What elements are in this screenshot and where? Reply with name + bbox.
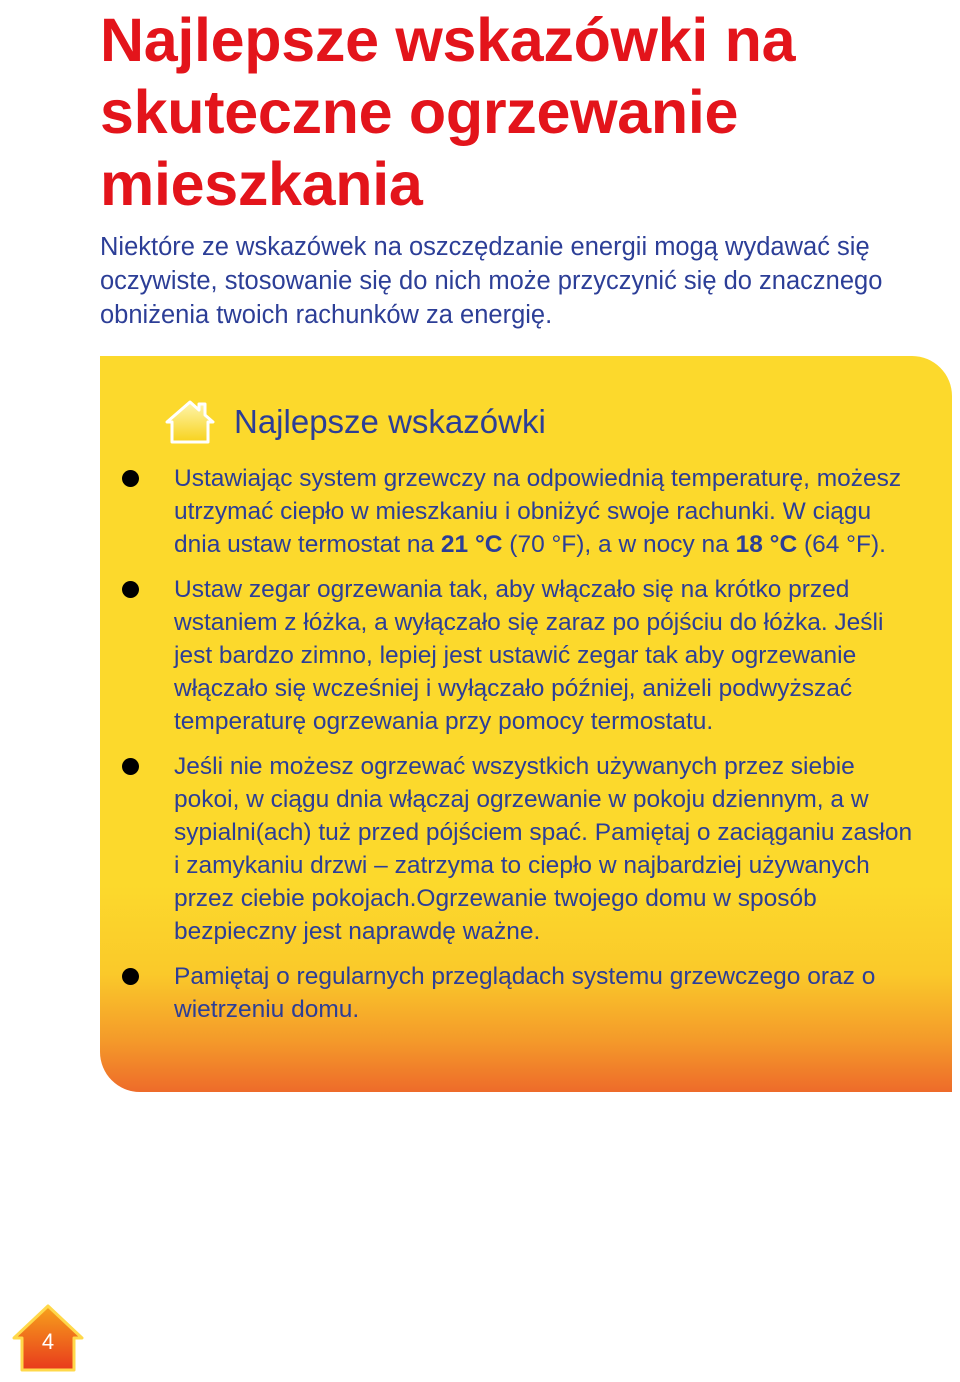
bullet-icon bbox=[122, 968, 139, 985]
tip-text: Ustawiając system grzewczy na odpowiednią temperaturę, możesz utrzymać ciepło w mieszkaniu i obniżyć swoje rachunki. W ciągu dnia ustaw termostat na bbox=[174, 465, 902, 558]
tip-item-thermostat bbox=[100, 462, 952, 561]
tip-text: (64 °F). bbox=[797, 531, 886, 558]
page-number: 4 bbox=[41, 1329, 55, 1354]
tip-item-rooms bbox=[100, 750, 952, 948]
intro-paragraph: Niektóre ze wskazówek na oszczędzanie energii mogą wydawać się oczywiste, stosowanie się do nich może przyczynić się do znacznego obniżenia twoich rachunków za energię. bbox=[100, 233, 883, 329]
day-temperature: 21 °C bbox=[440, 531, 503, 558]
tip-text: (70 °F), a w nocy na bbox=[502, 531, 736, 558]
tips-panel-title: Najlepsze wskazówki bbox=[234, 403, 546, 440]
tips-list bbox=[100, 462, 952, 1038]
page-title: Najlepsze wskazówki na skuteczne ogrzewanie mieszkania bbox=[100, 6, 796, 218]
tip-item-timer bbox=[100, 573, 952, 738]
tip-item-maintenance bbox=[100, 960, 952, 1026]
tips-panel bbox=[100, 356, 952, 1092]
tip-text: Ustaw zegar ogrzewania tak, aby włączało się na krótko przed wstaniem z łóżka, a wyłączało się zaraz po pójściu do łóżka. Jeśli jest bardzo zimno, lepiej jest ustawić zegar tak aby ogrzewanie włączało się wcześniej i wyłączało później, aniżeli podwyższać temperaturę ogrzewania przy pomocy termostatu. bbox=[174, 576, 884, 735]
house-icon bbox=[164, 398, 216, 446]
tip-text: Jeśli nie możesz ogrzewać wszystkich używanych przez siebie pokoi, w ciągu dnia włączaj ogrzewanie w pokoju dziennym, a w sypialni(ach) tuż przed pójściem spać. Pamiętaj o zaciąganiu zasłon i zamykaniu drzwi – zatrzyma to ciepło w najbardziej używanych przez ciebie pokojach.Ogrzewanie twojego domu w sposób bezpieczny jest naprawdę ważne. bbox=[174, 753, 913, 945]
night-temperature: 18 °C bbox=[735, 531, 798, 558]
bullet-icon bbox=[122, 470, 139, 487]
bullet-icon bbox=[122, 758, 139, 775]
tips-panel-header bbox=[164, 396, 546, 448]
bullet-icon bbox=[122, 581, 139, 598]
tip-text: Pamiętaj o regularnych przeglądach systemu grzewczego oraz o wietrzeniu domu. bbox=[174, 963, 876, 1023]
